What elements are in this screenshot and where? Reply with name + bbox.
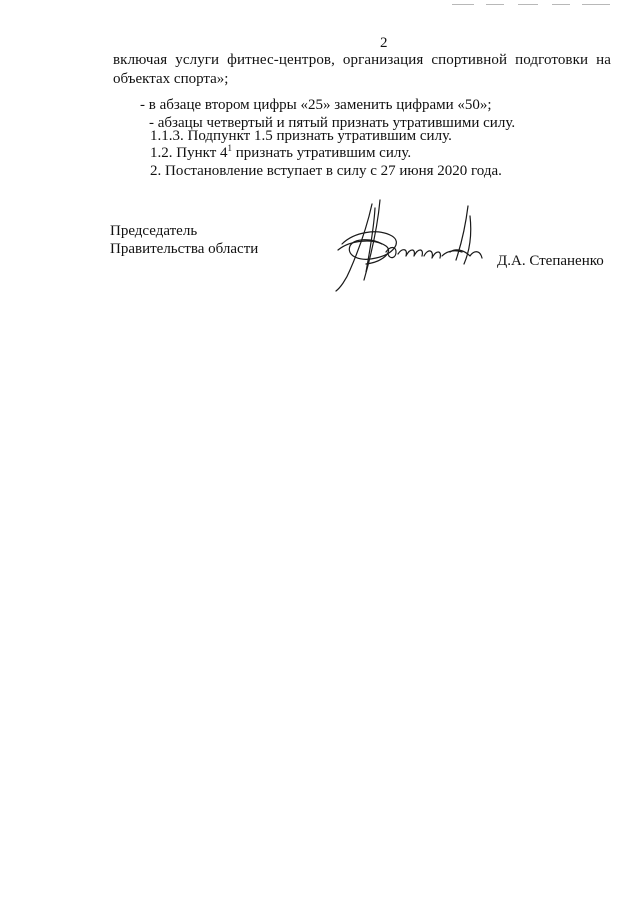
amendment-item-1: - в абзаце втором цифры «25» заменить цифрами «50»; (140, 97, 492, 113)
clause-1-2-prefix: 1.2. Пункт 4 (150, 145, 228, 161)
scan-artifact-lines (452, 2, 632, 8)
body-line-2: объектах спорта»; (113, 71, 229, 87)
clause-1-2-suffix: признать утратившим силу. (232, 145, 412, 161)
clause-1-1-3: 1.1.3. Подпункт 1.5 признать утратившим силу. (150, 128, 452, 144)
signatory-role-line-1: Председатель (110, 223, 198, 239)
signatory-role-line-2: Правительства области (110, 241, 259, 257)
amendment-item-2: - абзацы четвертый и пятый признать утратившими силу. (149, 115, 516, 131)
body-line-1: включая услуги фитнес-центров, организация спортивной подготовки на (113, 52, 611, 68)
handwritten-signature (320, 192, 485, 292)
clause-1-2-superscript: 1 (227, 143, 233, 153)
clause-1-2 (150, 145, 411, 162)
clause-2: 2. Постановление вступает в силу с 27 июня 2020 года. (150, 163, 502, 179)
signer-name: Д.А. Степаненко (497, 253, 604, 269)
page-number: 2 (380, 35, 388, 51)
